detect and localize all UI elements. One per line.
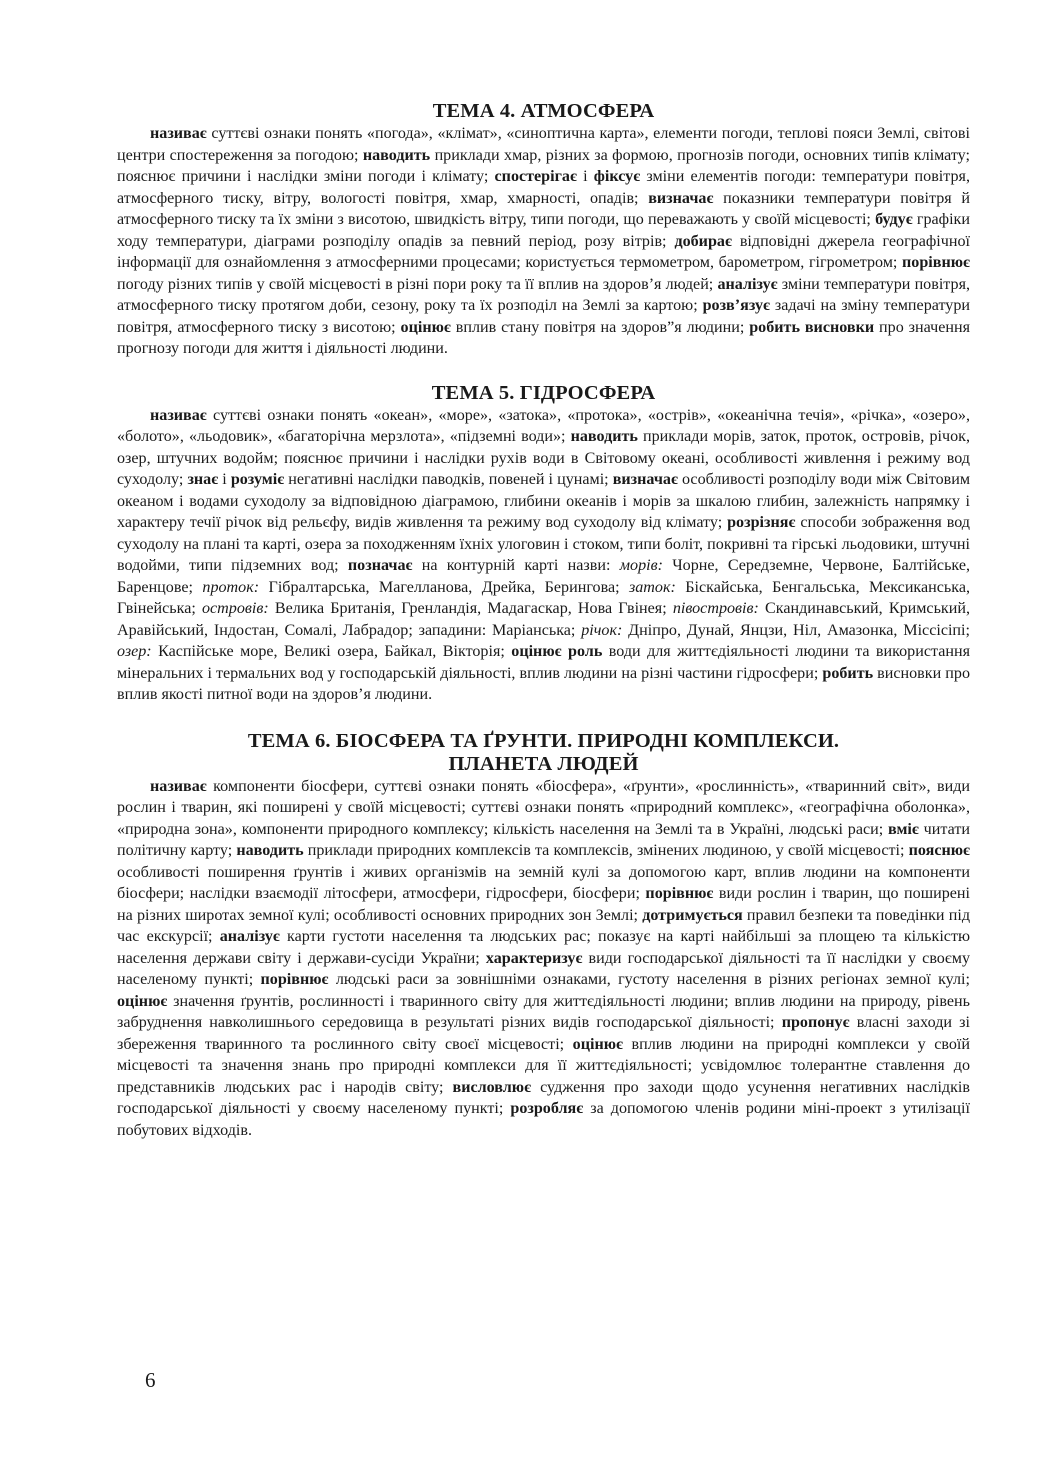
page-number: 6 xyxy=(145,1368,156,1392)
section-atmosphere xyxy=(117,100,970,360)
section-hydrosphere xyxy=(117,382,970,706)
section-title: ТЕМА 4. АТМОСФЕРА xyxy=(432,100,655,122)
section-title-line1: ТЕМА 6. БІОСФЕРА ТА ҐРУНТИ. ПРИРОДНІ КОМПЛЕКСИ. xyxy=(247,729,840,752)
section-title: ТЕМА 5. ГІДРОСФЕРА xyxy=(431,381,656,404)
section-title-line2: ПЛАНЕТА ЛЮДЕЙ xyxy=(448,752,639,775)
section-body: називає компоненти біосфери, суттєві ознаки понять «біосфера», «ґрунти», «рослинність», «тваринний світ», види рослин і тварин, які поширені у своїй місцевості; суттєві ознаки понять «природний комплекс», «географічна оболонка», «природна зона», компоненти природного комплексу; кількість населення на Землі та в Україні, людські раси; вміє читати політичну карту; наводить приклади природних комплексів та комплексів, змінених людиною, у своїй місцевості; пояснює особливості поширення ґрунтів і живих організмів на земній кулі за допомогою карт, вплив людини на компоненти біосфери; наслідки взаємодії літосфери, атмосфери, гідросфери, біосфери; порівнює види рослин і тварин, що поширені на різних широтах земної кулі; особливості основних природних зон Землі; дотримується правил безпеки та поведінки під час екскурсії; аналізує карти густоти населення та людських рас; показує на карті найбільші за площею та кількістю населення держави світу і держави-сусіди України; характеризує види господарської діяльності та її наслідки у своєму населеному пункті; порівнює людські раси за зовнішніми ознаками, густоту населення в різних регіонах земної кулі; оцінює значення ґрунтів, рослинності і тваринного світу для життєдіяльності людини; вплив людини на природу, рівень забруднення навколишнього середовища в результаті різних видів господарської діяльності; пропонує власні заходи зі збереження тваринного та рослинного світу своєї місцевості; оцінює вплив людини на природні комплекси у своїй місцевості та значення знань про природні комплекси для її життєдіяльності; усвідомлює толерантне ставлення до представників людських рас і народів світу; висловлює судження про заходи щодо усунення негативних наслідків господарської діяльності у своєму населеному пункті; розробляє за допомогою членів родини міні-проект з утилізації побутових відходів. xyxy=(117,777,971,1139)
section-biosphere xyxy=(117,730,970,1142)
section-title xyxy=(117,730,970,776)
page-content xyxy=(117,100,970,1141)
section-body: називає суттєві ознаки понять «погода», «клімат», «синоптична карта», елементи погоди, теплові пояси Землі, світові центри спостереження за погодою; наводить приклади хмар, різних за формою, прогнозів погоди, основних типів клімату; пояснює причини і наслідки зміни погоди і клімату; спостерігає і фіксує зміни елементів погоди: температури повітря, атмосферного тиску, вітру, вологості повітря, хмар, хмарності, опадів; визначає показники температури повітря й атмосферного тиску та їх зміни з висотою, швидкість вітру, типи погоди, що переважають у своїй місцевості; будує графіки ходу температури, діаграми розподілу опадів за певний період, розу вітрів; добирає відповідні джерела географічної інформації для ознайомлення з атмосферними процесами; користується термометром, барометром, гігрометром; порівнює погоду різних типів у своїй місцевості в різні пори року та її вплив на здоров’я людей; аналізує зміни температури повітря, атмосферного тиску протягом доби, сезону, року та їх розподіл на Землі за картою; розв’язує задачі на зміну температури повітря, атмосферного тиску з висотою; оцінює вплив стану повітря на здоров”я людини; робить висновки про значення прогнозу погоди для життя і діяльності людини. xyxy=(117,125,970,357)
section-body: називає суттєві ознаки понять «океан», «море», «затока», «протока», «острів», «океанічна течія», «річка», «озеро», «болото», «льодовик», «багаторічна мерзлота», «підземні води»; наводить приклади морів, заток, проток, островів, річок, озер, штучних водойм; пояснює причини і наслідки рухів води в Світовому океані, особливості живлення і режиму вод суходолу; знає і розуміє негативні наслідки паводків, повеней і цунамі; визначає особливості розподілу води між Світовим океаном і водами суходолу за відповідною діаграмою, глибини океанів і морів за шкалою глибин, залежність напрямку і характеру течії річок від рельєфу, видів живлення та режиму вод суходолу від клімату; розрізняє способи зображення вод суходолу на плані та карті, озера за походженням їхніх улоговин і стоком, типи боліт, покривні та гірські льодовики, штучні водойми, типи підземних вод; позначає на контурній карті назви: морів: Чорне, Середземне, Червоне, Балтійське, Баренцове; проток: Гібралтарська, Магелланова, Дрейка, Берингова; заток: Біскайська, Бенгальська, Мексиканська, Гвінейська; островів: Велика Британія, Гренландія, Мадагаскар, Нова Гвінея; півостровів: Скандинавський, Кримський, Аравійський, Індостан, Сомалі, Лабрадор; западини: Маріанська; річок: Дніпро, Дунай, Янцзи, Ніл, Амазонка, Міссісіпі; озер: Каспійське море, Великі озера, Байкал, Вікторія; оцінює роль води для життєдіяльності людини та використання мінеральних і термальних вод у господарській діяльності, вплив людини на різні частини гідросфери; робить висновки про вплив якості питної води на здоров’я людини. xyxy=(117,406,971,703)
